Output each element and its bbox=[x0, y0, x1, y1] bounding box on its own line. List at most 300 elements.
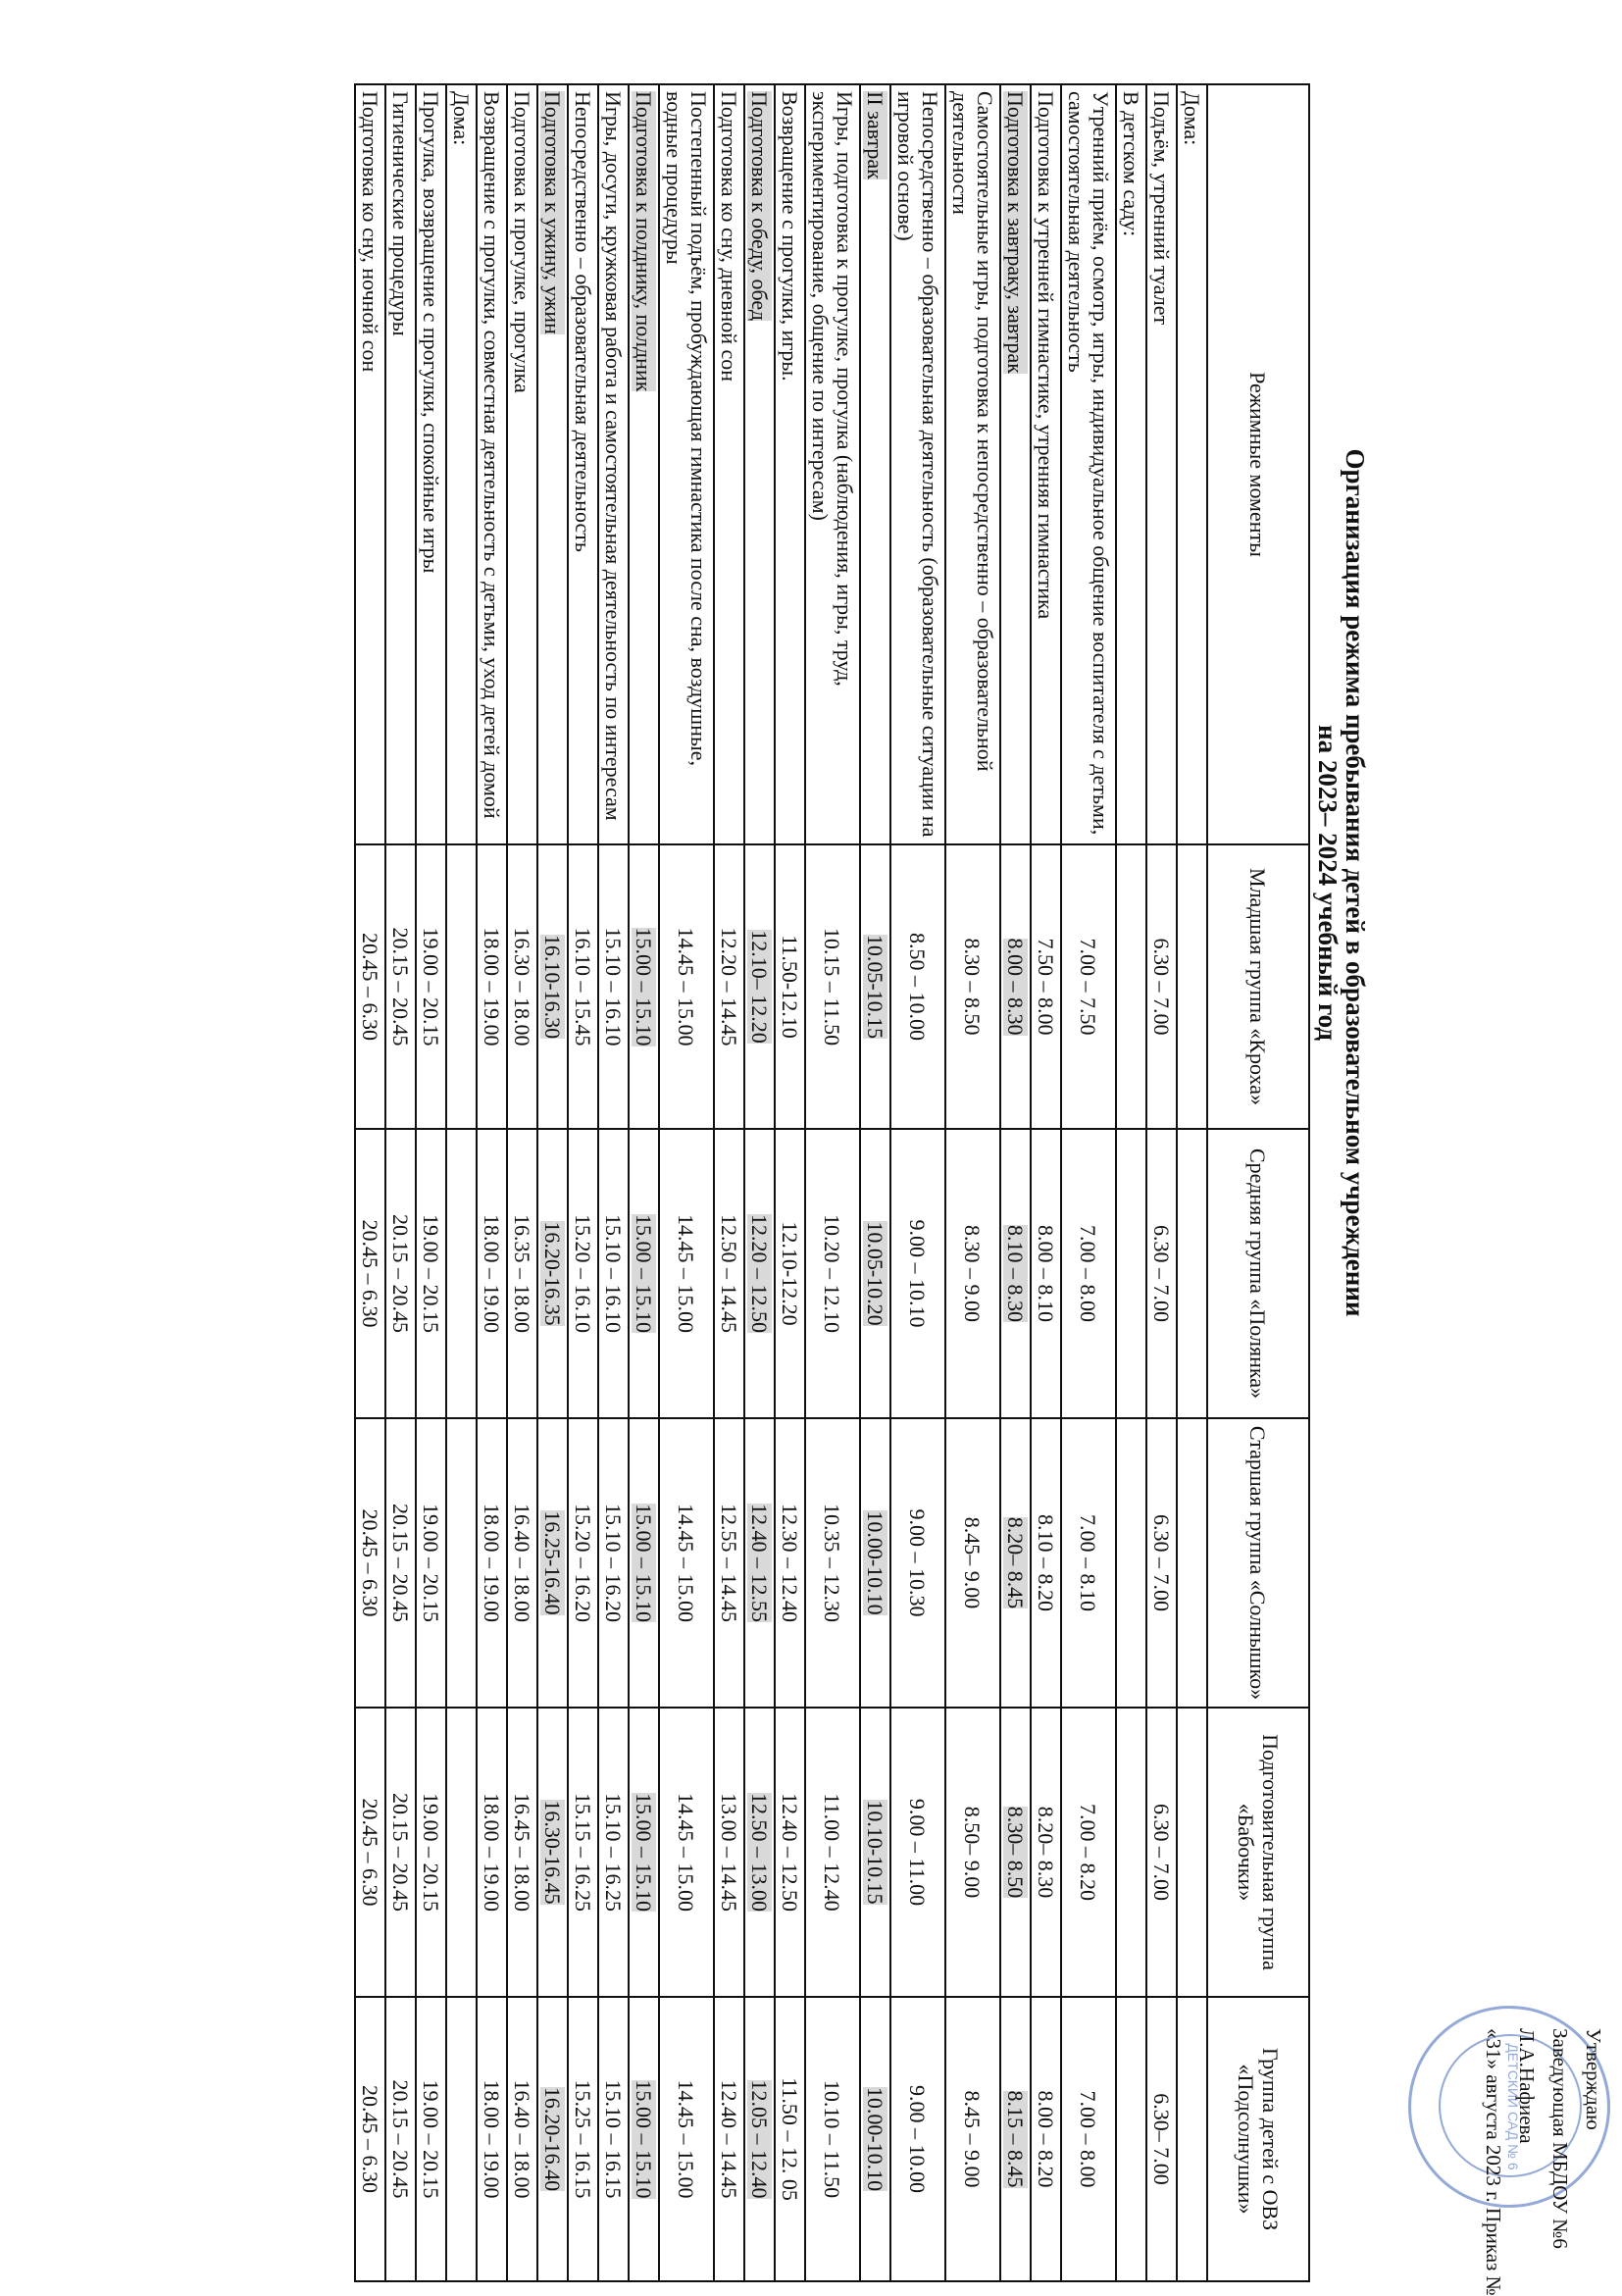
time-cell bbox=[568, 1708, 598, 1997]
time-cell bbox=[945, 1129, 1000, 1418]
time-value: 20.15 – 20.45 bbox=[388, 1214, 413, 1333]
table-row bbox=[775, 84, 805, 2281]
regime-moment-cell bbox=[385, 84, 416, 844]
time-value: 8.00 – 8.20 bbox=[1034, 2090, 1058, 2188]
time-value: 7.00 – 8.20 bbox=[1076, 1804, 1101, 1901]
regime-moment-cell bbox=[537, 84, 568, 844]
time-cell bbox=[1116, 1129, 1146, 1418]
time-cell bbox=[714, 1997, 744, 2281]
time-cell bbox=[945, 1997, 1000, 2281]
header-senior-group: Старшая группа «Солнышко» bbox=[1207, 1418, 1309, 1708]
time-cell bbox=[1177, 1997, 1207, 2281]
time-value: 12.20 – 12.50 bbox=[747, 1214, 772, 1333]
time-value: 9.00 – 11.00 bbox=[905, 1798, 931, 1907]
time-cell bbox=[775, 1997, 805, 2281]
time-value: 8.00 – 8.10 bbox=[1034, 1225, 1058, 1322]
time-cell bbox=[1146, 1129, 1177, 1418]
time-cell bbox=[537, 1418, 568, 1708]
header-junior-group: Младшая группа «Кроха» bbox=[1207, 844, 1309, 1129]
time-cell bbox=[1000, 1418, 1031, 1708]
time-cell bbox=[1031, 1418, 1061, 1708]
regime-moment-label: Подготовка к полднику, полдник bbox=[632, 91, 656, 392]
time-value: 6.30 – 7.00 bbox=[1149, 1514, 1174, 1611]
time-cell bbox=[775, 1418, 805, 1708]
time-cell bbox=[598, 1129, 629, 1418]
header-ovz-group: Группа детей с ОВЗ «Подсолнушки» bbox=[1207, 1997, 1309, 2281]
regime-moment-cell bbox=[805, 84, 860, 844]
approval-line-4: «31» августа 2023 г. Приказ № bbox=[1482, 2028, 1505, 2296]
regime-moment-label: Подготовка к обеду, обед bbox=[747, 91, 772, 322]
time-cell bbox=[744, 1997, 775, 2281]
time-cell bbox=[1031, 1997, 1061, 2281]
time-cell bbox=[537, 844, 568, 1129]
regime-moment-label: Прогулка, возвращение с прогулки, спокойные игры bbox=[419, 91, 443, 574]
table-row bbox=[1031, 84, 1061, 2281]
time-value: 15.00 – 15.10 bbox=[632, 1793, 656, 1912]
time-value: 14.45 – 15.00 bbox=[674, 1214, 699, 1333]
time-value: 8.45– 9.00 bbox=[960, 1516, 986, 1609]
time-value: 20.15 – 20.45 bbox=[388, 1504, 413, 1622]
table-section-row bbox=[1116, 84, 1146, 2281]
time-cell bbox=[568, 1418, 598, 1708]
title-line-2: на 2023– 2024 учебный год bbox=[1313, 725, 1343, 1041]
time-value: 6.30 – 7.00 bbox=[1149, 1225, 1174, 1322]
time-cell bbox=[477, 1129, 507, 1418]
time-cell bbox=[629, 1129, 659, 1418]
table-row bbox=[659, 84, 714, 2281]
time-value: 19.00 – 20.15 bbox=[419, 927, 443, 1046]
table-row bbox=[477, 84, 507, 2281]
time-cell bbox=[890, 1129, 945, 1418]
time-cell bbox=[446, 1708, 477, 1997]
time-cell bbox=[1000, 1708, 1031, 1997]
time-cell bbox=[1031, 844, 1061, 1129]
time-value: 12.50 – 13.00 bbox=[747, 1793, 772, 1912]
time-value: 19.00 – 20.15 bbox=[419, 1504, 443, 1622]
time-value: 19.00 – 20.15 bbox=[419, 1214, 443, 1333]
time-cell bbox=[744, 1708, 775, 1997]
time-value: 15.00 – 15.10 bbox=[632, 1214, 656, 1333]
table-row bbox=[744, 84, 775, 2281]
regime-moment-cell bbox=[568, 84, 598, 844]
time-value: 16.45 – 18.00 bbox=[510, 1793, 534, 1912]
time-value: 16.40 – 18.00 bbox=[510, 2079, 534, 2199]
time-value: 12.30 – 12.40 bbox=[778, 1504, 802, 1622]
time-cell bbox=[890, 844, 945, 1129]
time-cell bbox=[1116, 844, 1146, 1129]
time-value: 8.20– 8.30 bbox=[1034, 1806, 1058, 1899]
table-header-row bbox=[1207, 84, 1309, 2281]
time-cell bbox=[860, 1708, 890, 1997]
time-cell bbox=[1177, 1129, 1207, 1418]
page-title bbox=[1314, 343, 1369, 1422]
time-value: 8.15 – 8.45 bbox=[1003, 2090, 1028, 2188]
time-cell bbox=[1000, 1997, 1031, 2281]
time-value: 8.00 – 8.30 bbox=[1003, 938, 1028, 1036]
time-cell bbox=[537, 1997, 568, 2281]
regime-moment-cell bbox=[477, 84, 507, 844]
time-value: 12.10– 12.20 bbox=[747, 930, 772, 1044]
time-value: 15.10 – 16.25 bbox=[601, 1793, 626, 1912]
time-value: 14.45 – 15.00 bbox=[674, 927, 699, 1046]
time-cell bbox=[507, 844, 537, 1129]
regime-moment-cell bbox=[659, 84, 714, 844]
regime-moment-cell bbox=[890, 84, 945, 844]
time-value: 15.15 – 16.25 bbox=[571, 1793, 595, 1912]
time-value: 20.45 – 6.30 bbox=[358, 1798, 382, 1907]
time-value: 12.40 – 12.55 bbox=[747, 1504, 772, 1622]
time-cell bbox=[355, 1129, 385, 1418]
time-cell bbox=[446, 844, 477, 1129]
regime-moment-label: Дома: bbox=[449, 91, 474, 146]
time-cell bbox=[355, 1708, 385, 1997]
time-value: 7.00 – 8.10 bbox=[1076, 1514, 1101, 1611]
time-value: 11.50 – 12. 05 bbox=[778, 2077, 802, 2201]
time-cell bbox=[629, 1708, 659, 1997]
time-value: 20.45 – 6.30 bbox=[358, 1219, 382, 1328]
regime-moment-label: Подготовка к прогулке, прогулка bbox=[510, 91, 534, 393]
time-cell bbox=[659, 1997, 714, 2281]
time-value: 6.30– 7.00 bbox=[1149, 2093, 1174, 2185]
regime-moment-cell bbox=[598, 84, 629, 844]
time-cell bbox=[385, 1708, 416, 1997]
time-value: 7.50 – 8.00 bbox=[1034, 938, 1058, 1036]
time-cell bbox=[568, 1997, 598, 2281]
time-cell bbox=[446, 1997, 477, 2281]
time-cell bbox=[1061, 1708, 1116, 1997]
time-value: 16.10 – 15.45 bbox=[571, 927, 595, 1046]
time-cell bbox=[355, 1997, 385, 2281]
regime-moment-label: Непосредственно – образовательная деятельность bbox=[571, 91, 595, 552]
time-value: 20.45 – 6.30 bbox=[358, 933, 382, 1041]
time-cell bbox=[416, 1418, 446, 1708]
time-cell bbox=[805, 844, 860, 1129]
time-cell bbox=[714, 1708, 744, 1997]
time-value: 15.10 – 16.15 bbox=[601, 2079, 626, 2199]
time-value: 15.10 – 16.10 bbox=[601, 927, 626, 1046]
time-value: 8.30– 8.50 bbox=[1003, 1806, 1028, 1899]
table-row bbox=[860, 84, 890, 2281]
regime-moment-label: Постепенный подъём, пробуждающая гимнастика после сна, воздушные, водные процедуры bbox=[662, 91, 711, 767]
time-value: 10.15 – 11.50 bbox=[820, 927, 845, 1046]
header-middle-group: Средняя группа «Полянка» bbox=[1207, 1129, 1309, 1418]
time-cell bbox=[537, 1129, 568, 1418]
time-value: 14.45 – 15.00 bbox=[674, 1793, 699, 1912]
time-value: 10.00-10.10 bbox=[863, 1510, 887, 1615]
time-cell bbox=[1177, 844, 1207, 1129]
regime-moment-cell bbox=[416, 84, 446, 844]
time-value: 8.30 – 8.50 bbox=[960, 938, 986, 1036]
time-value: 10.10-10.15 bbox=[863, 1800, 887, 1905]
table-row bbox=[1061, 84, 1116, 2281]
time-cell bbox=[568, 844, 598, 1129]
time-value: 12.50 – 14.45 bbox=[717, 1214, 741, 1333]
table-row bbox=[568, 84, 598, 2281]
header-regime: Режимные моменты bbox=[1207, 84, 1309, 844]
time-value: 10.05-10.20 bbox=[863, 1221, 887, 1326]
time-cell bbox=[890, 1997, 945, 2281]
time-cell bbox=[446, 1129, 477, 1418]
table-row bbox=[890, 84, 945, 2281]
regime-moment-cell bbox=[775, 84, 805, 844]
regime-moment-label: В детском саду: bbox=[1119, 91, 1143, 237]
time-value: 15.20 – 16.20 bbox=[571, 1504, 595, 1622]
stamp-text: ДЕТСКИЙ САД № 6 bbox=[1505, 2043, 1521, 2170]
table-section-row bbox=[446, 84, 477, 2281]
time-value: 12.40 – 12.50 bbox=[778, 1793, 802, 1912]
time-value: 19.00 – 20.15 bbox=[419, 2079, 443, 2199]
regime-moment-cell bbox=[1116, 84, 1146, 844]
regime-moment-cell bbox=[1031, 84, 1061, 844]
table-row bbox=[416, 84, 446, 2281]
time-value: 9.00 – 10.00 bbox=[905, 2085, 931, 2193]
time-value: 20.15 – 20.45 bbox=[388, 927, 413, 1046]
time-value: 7.00 – 8.00 bbox=[1076, 1225, 1101, 1322]
regime-moment-label: Дома: bbox=[1180, 91, 1204, 146]
time-value: 14.45 – 15.00 bbox=[674, 1504, 699, 1622]
table-row bbox=[1146, 84, 1177, 2281]
time-value: 14.45 – 15.00 bbox=[674, 2079, 699, 2199]
time-value: 12.20 – 14.45 bbox=[717, 927, 741, 1046]
time-value: 8.45 – 9.00 bbox=[960, 2090, 986, 2188]
regime-moment-label: Подготовка ко сну, ночной сон bbox=[358, 91, 382, 373]
regime-moment-cell bbox=[1061, 84, 1116, 844]
time-cell bbox=[355, 1418, 385, 1708]
time-value: 16.30-16.45 bbox=[540, 1800, 565, 1905]
time-cell bbox=[507, 1708, 537, 1997]
time-cell bbox=[1116, 1997, 1146, 2281]
time-cell bbox=[744, 1129, 775, 1418]
time-cell bbox=[805, 1997, 860, 2281]
regime-moment-label: Подготовка к утренней гимнастике, утренняя гимнастика bbox=[1034, 91, 1058, 620]
time-value: 10.00-10.10 bbox=[863, 2086, 887, 2192]
approval-line-3: Л.А.Нафиева bbox=[1515, 2028, 1539, 2144]
time-cell bbox=[775, 1129, 805, 1418]
time-cell bbox=[805, 1129, 860, 1418]
time-cell bbox=[477, 844, 507, 1129]
time-value: 8.50 – 10.00 bbox=[905, 933, 931, 1041]
time-value: 18.00 – 19.00 bbox=[480, 1214, 504, 1333]
time-cell bbox=[744, 844, 775, 1129]
time-value: 8.50– 9.00 bbox=[960, 1806, 986, 1899]
time-cell bbox=[714, 844, 744, 1129]
regime-moment-label: Самостоятельные игры, подготовка к непосредственно – образовательной деятельности bbox=[948, 91, 997, 772]
time-value: 11.00 – 12.40 bbox=[820, 1793, 845, 1912]
time-cell bbox=[1146, 1708, 1177, 1997]
time-cell bbox=[416, 1129, 446, 1418]
time-cell bbox=[945, 844, 1000, 1129]
time-value: 7.00 – 7.50 bbox=[1076, 938, 1101, 1036]
approval-line-1: Утверждаю bbox=[1582, 2028, 1605, 2130]
regime-moment-label: Подъём, утренний туалет bbox=[1149, 91, 1174, 326]
time-value: 10.10 – 11.50 bbox=[820, 2079, 845, 2199]
regime-moment-label: Гигиенические процедуры bbox=[388, 91, 413, 336]
regime-moment-label: Возвращение с прогулки, совместная деятельность с детьми, уход детей домой bbox=[480, 91, 504, 819]
time-cell bbox=[860, 844, 890, 1129]
time-value: 15.25 – 16.15 bbox=[571, 2079, 595, 2199]
time-cell bbox=[416, 1997, 446, 2281]
time-cell bbox=[537, 1708, 568, 1997]
time-value: 20.45 – 6.30 bbox=[358, 2085, 382, 2193]
regime-moment-label: Возвращение с прогулки, игры. bbox=[778, 91, 802, 382]
time-cell bbox=[775, 1708, 805, 1997]
time-value: 16.10-16.30 bbox=[540, 934, 565, 1040]
time-value: 8.10 – 8.20 bbox=[1034, 1514, 1058, 1611]
time-value: 9.00 – 10.10 bbox=[905, 1219, 931, 1328]
time-value: 16.25-16.40 bbox=[540, 1510, 565, 1615]
regime-moment-cell bbox=[1146, 84, 1177, 844]
time-cell bbox=[629, 1418, 659, 1708]
time-cell bbox=[1061, 1129, 1116, 1418]
time-cell bbox=[805, 1708, 860, 1997]
time-value: 18.00 – 19.00 bbox=[480, 2079, 504, 2199]
header-preparatory-group: Подготовительная группа «Бабочки» bbox=[1207, 1708, 1309, 1997]
regime-moment-label: II завтрак bbox=[863, 91, 887, 179]
time-cell bbox=[629, 1997, 659, 2281]
time-value: 18.00 – 19.00 bbox=[480, 1504, 504, 1622]
time-value: 20.45 – 6.30 bbox=[358, 1508, 382, 1617]
regime-moment-label: Игры, подготовка к прогулке, прогулка (наблюдения, игры, труд, экспериментирование, общение по интересам) bbox=[808, 91, 857, 687]
approval-block bbox=[1477, 2028, 1610, 2296]
time-cell bbox=[507, 1129, 537, 1418]
table-section-row bbox=[1177, 84, 1207, 2281]
time-value: 16.20-16.35 bbox=[540, 1221, 565, 1326]
table-row bbox=[537, 84, 568, 2281]
time-value: 15.20 – 16.10 bbox=[571, 1214, 595, 1333]
time-value: 15.10 – 16.10 bbox=[601, 1214, 626, 1333]
time-value: 6.30 – 7.00 bbox=[1149, 1804, 1174, 1901]
table-row bbox=[629, 84, 659, 2281]
time-value: 7.00 – 8.00 bbox=[1076, 2090, 1101, 2188]
time-value: 15.10 – 16.20 bbox=[601, 1504, 626, 1622]
time-value: 8.10 – 8.30 bbox=[1003, 1225, 1028, 1322]
time-cell bbox=[890, 1708, 945, 1997]
time-value: 10.35 – 12.30 bbox=[820, 1504, 845, 1622]
regime-moment-label: Непосредственно – образовательная деятельность (образовательные ситуации на игровой основе) bbox=[893, 91, 942, 838]
title-line-1: Организация режима пребывания детей в образовательном учреждении bbox=[1341, 448, 1370, 1317]
regime-moment-label: Игры, досуги, кружковая работа и самостоятельная деятельность по интересам bbox=[601, 91, 626, 821]
time-value: 12.10-12.20 bbox=[778, 1221, 802, 1326]
time-cell bbox=[1061, 1997, 1116, 2281]
regime-moment-cell bbox=[1177, 84, 1207, 844]
time-value: 12.05 – 12.40 bbox=[747, 2079, 772, 2199]
time-cell bbox=[598, 1418, 629, 1708]
time-value: 16.35 – 18.00 bbox=[510, 1214, 534, 1333]
time-cell bbox=[598, 1997, 629, 2281]
table-row bbox=[385, 84, 416, 2281]
table-row bbox=[507, 84, 537, 2281]
time-cell bbox=[890, 1418, 945, 1708]
time-cell bbox=[1031, 1129, 1061, 1418]
regime-moment-label: Подготовка ко сну, дневной сон bbox=[717, 91, 741, 383]
regime-moment-label: Утренний приём, осмотр, игры, индивидуальное общение воспитателя с детьми, самостоятельная деятельность bbox=[1064, 91, 1113, 836]
table-row bbox=[1000, 84, 1031, 2281]
time-value: 8.20– 8.45 bbox=[1003, 1516, 1028, 1609]
time-cell bbox=[477, 1997, 507, 2281]
time-cell bbox=[385, 1418, 416, 1708]
time-cell bbox=[659, 1418, 714, 1708]
time-value: 13.00 – 14.45 bbox=[717, 1793, 741, 1912]
time-value: 6.30 – 7.00 bbox=[1149, 938, 1174, 1036]
regime-moment-cell bbox=[629, 84, 659, 844]
regime-moment-cell bbox=[945, 84, 1000, 844]
time-value: 11.50-12.10 bbox=[778, 935, 802, 1039]
time-value: 10.05-10.15 bbox=[863, 934, 887, 1040]
time-value: 12.55 – 14.45 bbox=[717, 1504, 741, 1622]
time-cell bbox=[659, 1129, 714, 1418]
time-cell bbox=[659, 844, 714, 1129]
time-value: 16.40 – 18.00 bbox=[510, 1504, 534, 1622]
schedule-table bbox=[354, 83, 1310, 2282]
time-cell bbox=[416, 1708, 446, 1997]
time-cell bbox=[507, 1997, 537, 2281]
table-row bbox=[714, 84, 744, 2281]
time-value: 12.40 – 14.45 bbox=[717, 2079, 741, 2199]
time-cell bbox=[1031, 1708, 1061, 1997]
time-cell bbox=[446, 1418, 477, 1708]
regime-moment-cell bbox=[744, 84, 775, 844]
time-cell bbox=[1061, 1418, 1116, 1708]
time-cell bbox=[860, 1129, 890, 1418]
time-cell bbox=[1000, 1129, 1031, 1418]
table-body bbox=[355, 84, 1207, 2281]
regime-moment-cell bbox=[1000, 84, 1031, 844]
time-cell bbox=[477, 1418, 507, 1708]
time-cell bbox=[714, 1418, 744, 1708]
regime-moment-cell bbox=[355, 84, 385, 844]
time-cell bbox=[775, 844, 805, 1129]
time-cell bbox=[744, 1418, 775, 1708]
time-cell bbox=[1000, 844, 1031, 1129]
time-value: 8.30 – 9.00 bbox=[960, 1225, 986, 1322]
time-cell bbox=[598, 844, 629, 1129]
regime-moment-cell bbox=[860, 84, 890, 844]
time-value: 18.00 – 19.00 bbox=[480, 927, 504, 1046]
table-row bbox=[945, 84, 1000, 2281]
time-cell bbox=[1146, 1418, 1177, 1708]
regime-moment-label: Подготовка к ужину, ужин bbox=[540, 91, 565, 334]
time-cell bbox=[385, 1997, 416, 2281]
time-cell bbox=[598, 1708, 629, 1997]
time-cell bbox=[1146, 1997, 1177, 2281]
time-cell bbox=[860, 1418, 890, 1708]
table-row bbox=[598, 84, 629, 2281]
time-cell bbox=[629, 844, 659, 1129]
regime-moment-label: Подготовка к завтраку, завтрак bbox=[1003, 91, 1028, 374]
time-value: 10.20 – 12.10 bbox=[820, 1214, 845, 1333]
time-value: 16.30 – 18.00 bbox=[510, 927, 534, 1046]
time-value: 20.15 – 20.45 bbox=[388, 2079, 413, 2199]
time-cell bbox=[805, 1418, 860, 1708]
regime-moment-cell bbox=[507, 84, 537, 844]
time-cell bbox=[714, 1129, 744, 1418]
regime-moment-cell bbox=[446, 84, 477, 844]
time-value: 15.00 – 15.10 bbox=[632, 1504, 656, 1622]
time-value: 9.00 – 10.30 bbox=[905, 1508, 931, 1617]
time-cell bbox=[1116, 1708, 1146, 1997]
time-cell bbox=[416, 844, 446, 1129]
table-row bbox=[805, 84, 860, 2281]
time-cell bbox=[945, 1708, 1000, 1997]
time-cell bbox=[860, 1997, 890, 2281]
time-cell bbox=[477, 1708, 507, 1997]
time-value: 19.00 – 20.15 bbox=[419, 1793, 443, 1912]
time-cell bbox=[1116, 1418, 1146, 1708]
time-value: 20.15 – 20.45 bbox=[388, 1793, 413, 1912]
time-cell bbox=[385, 1129, 416, 1418]
time-cell bbox=[659, 1708, 714, 1997]
time-cell bbox=[385, 844, 416, 1129]
